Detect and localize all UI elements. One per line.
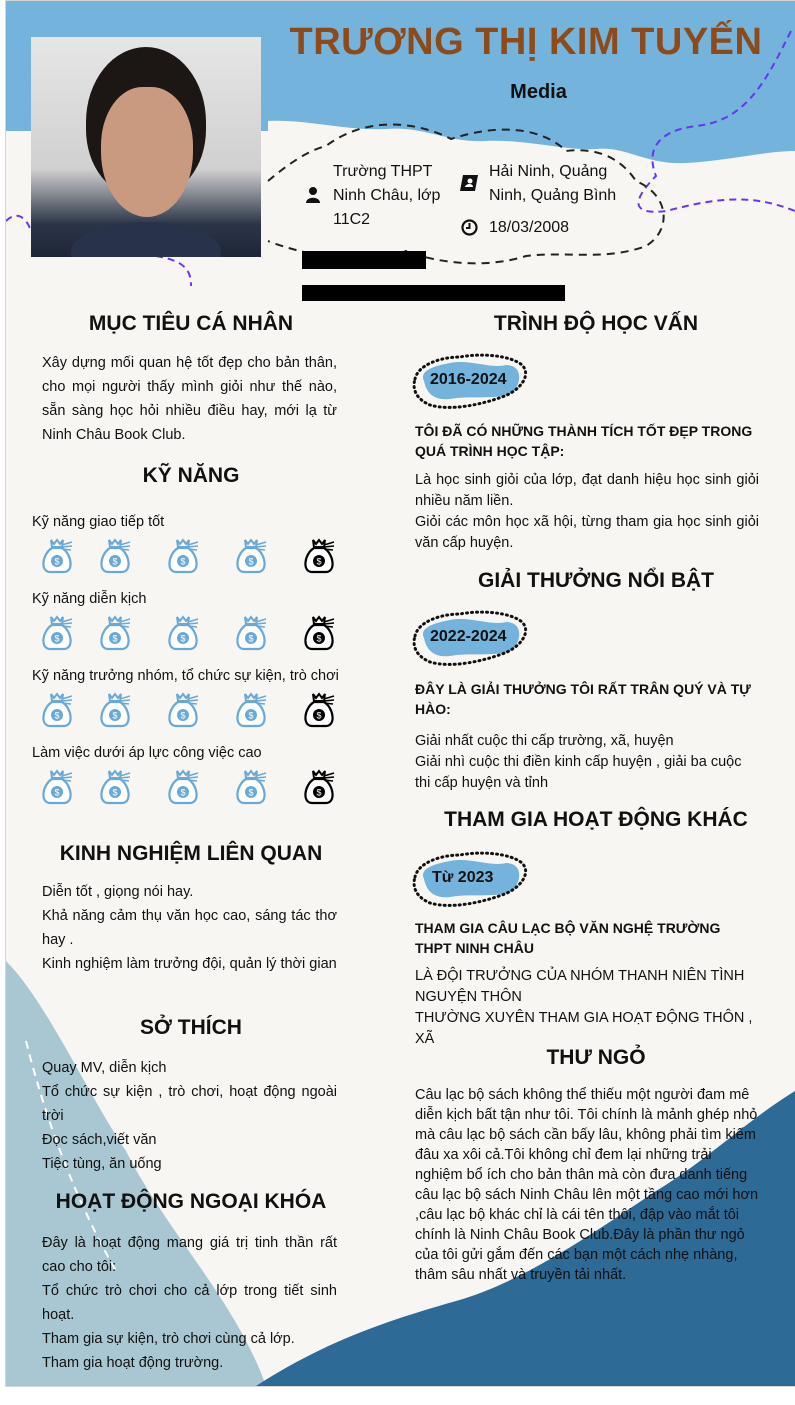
award-item: Giải nhất cuộc thi cấp trường, xã, huyện [415, 733, 674, 749]
skill-label: Kỹ năng giao tiếp tốt [32, 514, 165, 530]
hobbies-title: SỞ THÍCH [140, 1016, 242, 1039]
money-bag-filled-icon [166, 615, 200, 651]
candidate-role: Media [510, 81, 567, 103]
education-period: 2016-2024 [430, 371, 507, 388]
skill-label: Làm việc dưới áp lực công việc cao [32, 745, 262, 761]
svg-text:$: $ [248, 787, 254, 798]
money-bag-filled-icon [40, 769, 74, 805]
activities-period: Từ 2023 [432, 869, 494, 886]
money-bag-filled-icon [166, 692, 200, 728]
experience-item: Kinh nghiệm làm trưởng đội, quản lý thời gian [42, 956, 337, 972]
skill-rating [36, 615, 356, 655]
skill-rating [36, 692, 356, 732]
education-item: Là học sinh giỏi của lớp, đạt danh hiệu học sinh giỏi nhiều năm liền. [415, 472, 759, 509]
experience-item: Diễn tốt , giọng nói hay. [42, 884, 194, 900]
letter-text: Câu lạc bộ sách không thể thiếu một người đam mê diễn kịch bất tận như tôi. Tôi chính là mảnh ghép nhỏ mà câu lạc bộ sách cần bấy lâu, không phải tìm kiếm đâu xa xôi cả.Tôi không chỉ đem lại những trải nghiệm bổ ích cho bản thân mà còn đưa danh tiếng câu lạc bộ sách Ninh Châu lên một tầng cao mới hơn ,câu lạc bộ khác chỉ là cái tên thôi, đập vào mắt tôi chính là Ninh Châu Book Club.Đây là phần thư ngỏ của tôi gửi gắm đến các bạn một cách nhẹ nhàng, thâm sâu nhất và truyền tải nhất. [415, 1087, 759, 1283]
experience-item: Khả năng cảm thụ văn học cao, sáng tác thơ hay . [42, 908, 337, 948]
svg-text:$: $ [112, 633, 118, 644]
awards-list [415, 731, 759, 794]
user-icon [306, 187, 320, 203]
hobby-item: Quay MV, diễn kịch [42, 1060, 167, 1076]
experience-list [42, 880, 337, 976]
money-bag-filled-icon [234, 769, 268, 805]
money-bag-empty-icon [302, 615, 336, 651]
svg-text:$: $ [54, 787, 60, 798]
money-bag-filled-icon [40, 692, 74, 728]
clock-icon [461, 219, 478, 236]
svg-text:$: $ [54, 556, 60, 567]
activities-period-badge [410, 849, 535, 909]
activity-item: LÀ ĐỘI TRƯỞNG CỦA NHÓM THANH NIÊN TÌNH NGUYỆN THÔN [415, 968, 745, 1005]
school-info: Trường THPT Ninh Châu, lớp 11C2 [333, 163, 441, 228]
money-bag-filled-icon [98, 769, 132, 805]
address-book-icon [459, 173, 479, 193]
activities-list [415, 966, 759, 1050]
awards-title: GIẢI THƯỞNG NỔI BẬT [478, 569, 714, 592]
education-list [415, 470, 759, 554]
hobby-item: Đọc sách,viết văn [42, 1132, 157, 1148]
svg-text:$: $ [316, 710, 322, 721]
experience-title: KINH NGHIỆM LIÊN QUAN [59, 842, 323, 865]
extracurricular-item: Tham gia sự kiện, trò chơi cùng cả lớp. [42, 1331, 295, 1347]
money-bag-filled-icon [40, 538, 74, 574]
redacted-email [302, 285, 565, 301]
cv-page [5, 0, 795, 1387]
activity-item: THƯỜNG XUYÊN THAM GIA HOẠT ĐỘNG THÔN , XÃ [415, 1010, 753, 1047]
skill-label: Kỹ năng diễn kịch [32, 591, 147, 607]
svg-text:$: $ [180, 710, 186, 721]
money-bag-filled-icon [40, 615, 74, 651]
svg-text:$: $ [248, 710, 254, 721]
svg-text:$: $ [180, 633, 186, 644]
svg-text:$: $ [316, 787, 322, 798]
redacted-phone [302, 251, 426, 269]
money-bag-filled-icon [166, 538, 200, 574]
money-bag-filled-icon [234, 615, 268, 651]
awards-heading: ĐÂY LÀ GIẢI THƯỞNG TÔI RẤT TRÂN QUÝ VÀ TỰ HÀO: [415, 681, 751, 717]
skills-title: KỸ NĂNG [142, 464, 240, 487]
money-bag-empty-icon [302, 769, 336, 805]
skill-label: Kỹ năng trưởng nhóm, tổ chức sự kiện, trò chơi [32, 668, 339, 684]
svg-text:$: $ [112, 710, 118, 721]
extracurricular-item: Tham gia hoạt động trường. [42, 1355, 224, 1371]
award-item: Giải nhì cuộc thi điền kinh cấp huyện , giải ba cuộc thi cấp huyện và tỉnh [415, 754, 742, 791]
money-bag-empty-icon [302, 538, 336, 574]
extracurricular-item: Đây là hoạt động mang giá trị tinh thần rất cao cho tôi: [42, 1235, 337, 1275]
svg-text:$: $ [248, 556, 254, 567]
svg-text:$: $ [112, 787, 118, 798]
objective-title: MỤC TIÊU CÁ NHÂN [88, 312, 294, 335]
awards-period-badge [410, 608, 535, 668]
awards-period: 2022-2024 [430, 628, 507, 645]
money-bag-filled-icon [98, 538, 132, 574]
money-bag-empty-icon [302, 692, 336, 728]
skill-rating [36, 769, 356, 809]
svg-text:$: $ [54, 633, 60, 644]
money-bag-filled-icon [166, 769, 200, 805]
svg-text:$: $ [248, 633, 254, 644]
letter-title: THƯ NGỎ [546, 1046, 646, 1069]
address-info: Hải Ninh, Quảng Ninh, Quảng Bình [489, 163, 617, 204]
svg-text:$: $ [316, 556, 322, 567]
education-heading: TÔI ĐÃ CÓ NHỮNG THÀNH TÍCH TỐT ĐẸP TRONG QUÁ TRÌNH HỌC TẬP: [415, 423, 753, 459]
profile-photo [31, 37, 261, 257]
candidate-name: TRƯƠNG THỊ KIM TUYẾN [289, 21, 763, 63]
activities-title: THAM GIA HOẠT ĐỘNG KHÁC [444, 808, 748, 831]
hobby-item: Tiệc tùng, ăn uống [42, 1156, 162, 1172]
education-period-badge [410, 351, 535, 411]
hobbies-list [42, 1056, 337, 1176]
svg-text:$: $ [112, 556, 118, 567]
education-item: Giỏi các môn học xã hội, từng tham gia học sinh giỏi văn cấp huyện. [415, 514, 759, 551]
money-bag-filled-icon [98, 692, 132, 728]
birthdate-info: 18/03/2008 [489, 219, 570, 236]
money-bag-filled-icon [98, 615, 132, 651]
education-title: TRÌNH ĐỘ HỌC VẤN [493, 312, 699, 335]
activities-heading: THAM GIA CÂU LẠC BỘ VĂN NGHỆ TRƯỜNG THPT NINH CHÂU [415, 920, 721, 956]
money-bag-filled-icon [234, 538, 268, 574]
extracurricular-title: HOẠT ĐỘNG NGOẠI KHÓA [55, 1190, 327, 1213]
svg-text:$: $ [180, 556, 186, 567]
skill-rating [36, 538, 356, 578]
money-bag-filled-icon [234, 692, 268, 728]
objective-text: Xây dựng mối quan hệ tốt đẹp cho bản thân, cho mọi người thấy mình giỏi như thế nào, sẵn sàng học hỏi nhiều điều hay, mới lạ từ Ninh Châu Book Club. [42, 355, 337, 443]
extracurricular-list [42, 1231, 337, 1375]
svg-text:$: $ [54, 710, 60, 721]
svg-text:$: $ [316, 633, 322, 644]
hobby-item: Tổ chức sự kiện , trò chơi, hoạt động ngoài trời [42, 1084, 337, 1124]
extracurricular-item: Tổ chức trò chơi cho cả lớp trong tiết sinh hoạt. [42, 1283, 337, 1323]
svg-text:$: $ [180, 787, 186, 798]
